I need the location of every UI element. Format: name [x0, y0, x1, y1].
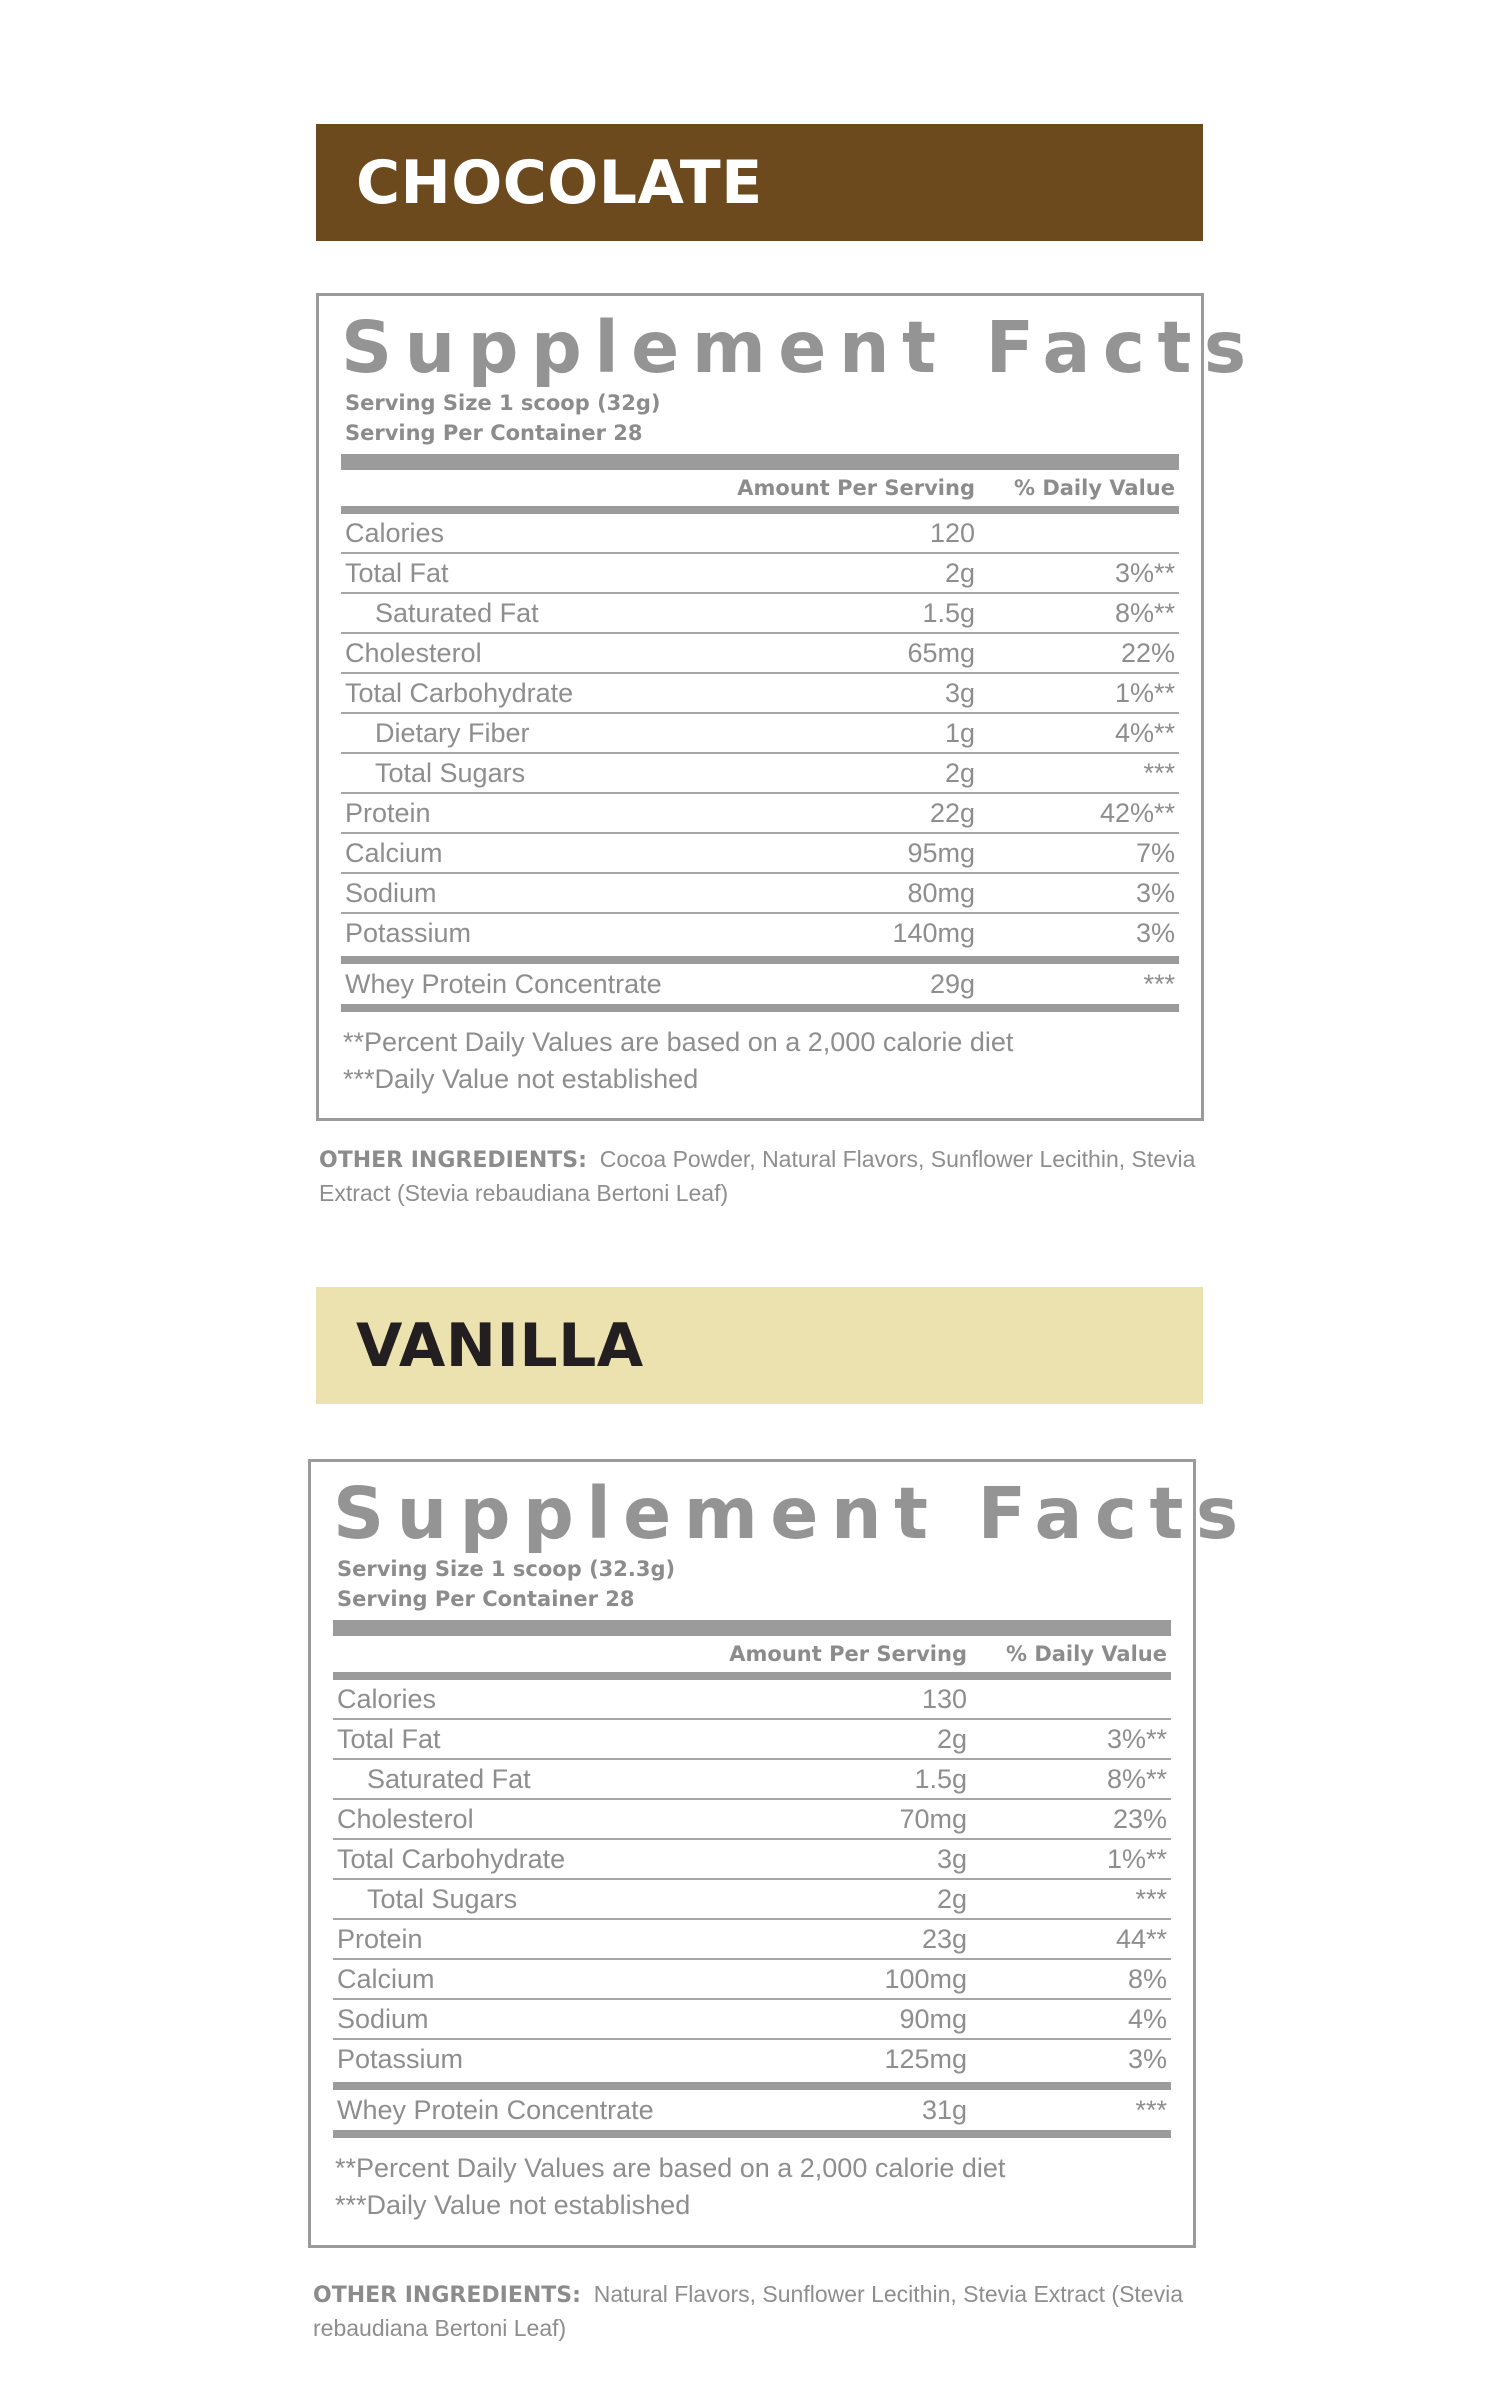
- table-row: [333, 1960, 1171, 2000]
- amount-header: Amount Per Serving: [729, 1642, 967, 1666]
- nutrient-amount: 80mg: [907, 877, 975, 908]
- facts-title: Supplement Facts: [333, 1472, 1251, 1555]
- footnote-dv: **Percent Daily Values are based on a 2,000 calorie diet: [343, 1027, 1014, 1057]
- table-row: [333, 2040, 1171, 2078]
- nutrient-name: Saturated Fat: [375, 597, 539, 628]
- nutrient-name: Potassium: [345, 917, 472, 948]
- nutrient-amount: 22g: [929, 797, 975, 828]
- divider-thick: [341, 454, 1179, 470]
- nutrient-dv: 1%**: [1114, 677, 1175, 708]
- nutrient-dv: 7%: [1135, 837, 1175, 868]
- chocolate-banner: [316, 124, 1203, 241]
- daily-value-header: % Daily Value: [1013, 476, 1175, 500]
- nutrient-amount: 23g: [921, 1923, 967, 1954]
- divider-thick: [333, 1620, 1171, 1636]
- nutrient-amount: 2g: [944, 757, 975, 788]
- nutrient-dv: 44**: [1115, 1923, 1167, 1954]
- nutrient-amount: 3g: [936, 1843, 967, 1874]
- table-row: [333, 1920, 1171, 1960]
- footnote-not-established: ***Daily Value not established: [335, 2190, 691, 2220]
- amount-header: Amount Per Serving: [737, 476, 975, 500]
- divider: [333, 2130, 1171, 2138]
- table-row: [341, 794, 1179, 834]
- table-row: [341, 834, 1179, 874]
- serving-size: Serving Size 1 scoop (32g): [345, 391, 661, 415]
- nutrient-amount: 70mg: [899, 1803, 967, 1834]
- divider: [333, 2082, 1171, 2090]
- nutrient-dv: 8%**: [1106, 1763, 1167, 1794]
- other-ingredients-text: Natural Flavors, Sunflower Lecithin, Stevia Extract (Stevia rebaudiana Bertoni Leaf): [313, 2281, 1183, 2341]
- nutrient-name: Sodium: [345, 877, 437, 908]
- nutrient-amount: 2g: [936, 1883, 967, 1914]
- nutrient-amount: 95mg: [907, 837, 975, 868]
- nutrient-name: Calcium: [345, 837, 443, 868]
- nutrient-name: Total Carbohydrate: [345, 677, 574, 708]
- table-row: [341, 674, 1179, 714]
- nutrient-name: Cholesterol: [345, 637, 482, 668]
- nutrient-amount: 2g: [944, 557, 975, 588]
- nutrient-dv: 3%: [1135, 877, 1175, 908]
- nutrient-name: Total Sugars: [367, 1883, 518, 1914]
- nutrient-dv: 3%: [1135, 917, 1175, 948]
- table-row: [341, 714, 1179, 754]
- table-row: [333, 1720, 1171, 1760]
- table-row: [341, 514, 1179, 554]
- blend-dv: ***: [1135, 2094, 1167, 2125]
- blend-row: [333, 2090, 1171, 2130]
- footnote-dv: **Percent Daily Values are based on a 2,000 calorie diet: [335, 2153, 1006, 2183]
- nutrient-name: Protein: [345, 797, 431, 828]
- nutrient-name: Total Sugars: [375, 757, 526, 788]
- blend-row: [341, 964, 1179, 1004]
- nutrient-amount: 120: [929, 517, 975, 548]
- nutrient-name: Calories: [337, 1683, 437, 1714]
- nutrient-amount: 1.5g: [922, 597, 975, 628]
- table-row: [333, 2000, 1171, 2040]
- nutrient-dv: ***: [1135, 1883, 1167, 1914]
- facts-title: Supplement Facts: [341, 306, 1259, 389]
- nutrient-name: Total Fat: [337, 1723, 441, 1754]
- nutrient-dv: 22%: [1120, 637, 1175, 668]
- nutrient-name: Saturated Fat: [367, 1763, 531, 1794]
- nutrient-dv: 8%**: [1114, 597, 1175, 628]
- table-row: [341, 874, 1179, 914]
- table-row: [341, 914, 1179, 952]
- divider: [341, 1004, 1179, 1012]
- footnotes: [341, 1024, 1179, 1098]
- nutrient-dv: 1%**: [1106, 1843, 1167, 1874]
- table-row: [341, 594, 1179, 634]
- nutrient-amount: 90mg: [899, 2003, 967, 2034]
- nutrient-amount: 1.5g: [914, 1763, 967, 1794]
- nutrient-name: Calcium: [337, 1963, 435, 1994]
- table-row: [341, 754, 1179, 794]
- column-header: [333, 1636, 1171, 1672]
- chocolate-other-ingredients: [319, 1143, 1209, 1209]
- footnotes: [333, 2150, 1171, 2224]
- flavor-title: CHOCOLATE: [356, 147, 763, 218]
- blend-name: Whey Protein Concentrate: [345, 968, 662, 999]
- table-row: [333, 1760, 1171, 1800]
- nutrient-dv: 3%**: [1106, 1723, 1167, 1754]
- nutrient-name: Protein: [337, 1923, 423, 1954]
- nutrient-name: Total Carbohydrate: [337, 1843, 566, 1874]
- other-ingredients-label: OTHER INGREDIENTS:: [313, 2283, 581, 2308]
- nutrient-amount: 100mg: [884, 1963, 967, 1994]
- blend-amount: 29g: [929, 968, 975, 999]
- nutrient-dv: 23%: [1112, 1803, 1167, 1834]
- nutrient-dv: 42%**: [1099, 797, 1175, 828]
- other-ingredients-label: OTHER INGREDIENTS:: [319, 1148, 587, 1173]
- nutrient-name: Sodium: [337, 2003, 429, 2034]
- nutrient-amount: 1g: [944, 717, 975, 748]
- nutrient-name: Potassium: [337, 2043, 464, 2074]
- nutrient-amount: 130: [921, 1683, 967, 1714]
- nutrient-dv: 3%**: [1114, 557, 1175, 588]
- nutrient-dv: 4%**: [1114, 717, 1175, 748]
- table-row: [333, 1840, 1171, 1880]
- servings-per-container: Serving Per Container 28: [345, 421, 643, 445]
- other-ingredients-text: Cocoa Powder, Natural Flavors, Sunflower Lecithin, Stevia Extract (Stevia rebaudiana Bertoni Leaf): [319, 1146, 1196, 1206]
- blend-dv: ***: [1143, 968, 1175, 999]
- table-row: [333, 1800, 1171, 1840]
- nutrient-amount: 65mg: [907, 637, 975, 668]
- nutrient-name: Cholesterol: [337, 1803, 474, 1834]
- column-header: [341, 470, 1179, 506]
- nutrient-amount: 2g: [936, 1723, 967, 1754]
- footnote-not-established: ***Daily Value not established: [343, 1064, 699, 1094]
- blend-name: Whey Protein Concentrate: [337, 2094, 654, 2125]
- vanilla-banner: [316, 1287, 1203, 1404]
- divider: [333, 1672, 1171, 1680]
- nutrient-amount: 140mg: [892, 917, 975, 948]
- nutrient-dv: 8%: [1127, 1963, 1167, 1994]
- vanilla-supplement-facts: [308, 1459, 1251, 2248]
- nutrient-dv: ***: [1143, 757, 1175, 788]
- table-row: [333, 1880, 1171, 1920]
- serving-size: Serving Size 1 scoop (32.3g): [337, 1557, 676, 1581]
- nutrient-name: Dietary Fiber: [375, 717, 530, 748]
- nutrient-amount: 125mg: [884, 2043, 967, 2074]
- nutrient-name: Total Fat: [345, 557, 449, 588]
- table-row: [333, 1680, 1171, 1720]
- nutrient-dv: 4%: [1127, 2003, 1167, 2034]
- table-row: [341, 634, 1179, 674]
- nutrient-dv: 3%: [1127, 2043, 1167, 2074]
- divider: [341, 956, 1179, 964]
- vanilla-other-ingredients: [313, 2278, 1203, 2344]
- table-row: [341, 554, 1179, 594]
- blend-amount: 31g: [921, 2094, 967, 2125]
- flavor-title: VANILLA: [356, 1310, 644, 1381]
- chocolate-supplement-facts: [316, 293, 1259, 1121]
- nutrient-amount: 3g: [944, 677, 975, 708]
- nutrient-name: Calories: [345, 517, 445, 548]
- daily-value-header: % Daily Value: [1005, 1642, 1167, 1666]
- servings-per-container: Serving Per Container 28: [337, 1587, 635, 1611]
- divider: [341, 506, 1179, 514]
